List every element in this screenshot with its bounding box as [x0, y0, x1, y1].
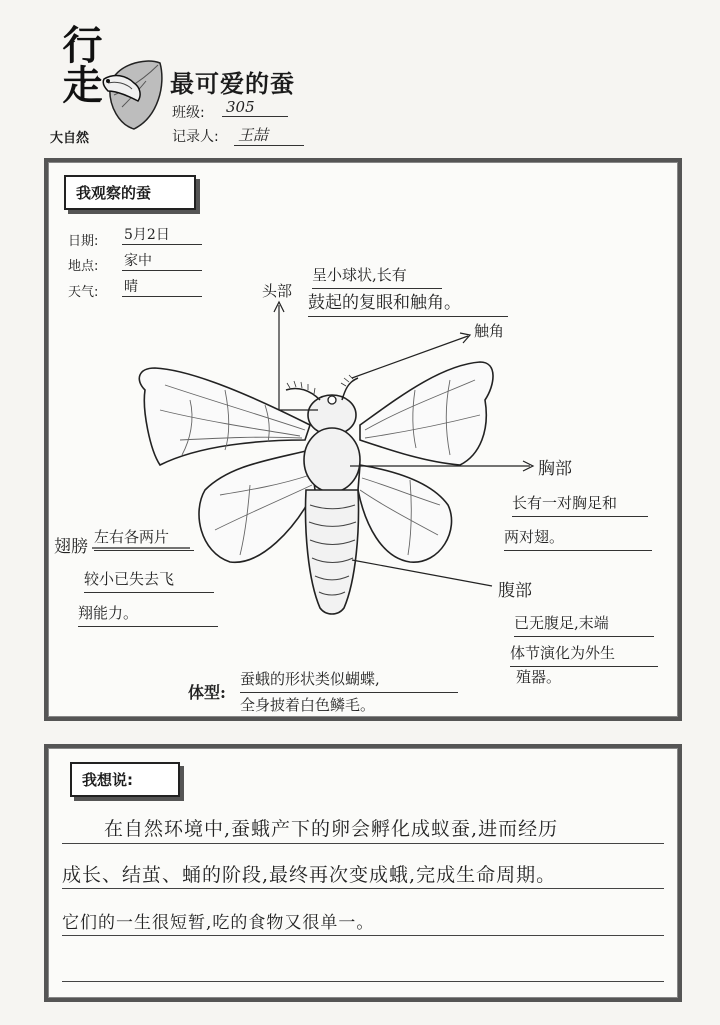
antenna-title: 触角 [474, 322, 505, 340]
thoughts-tag: 我想说: [70, 762, 180, 797]
place-value: 家中 [122, 250, 202, 271]
place-label: 地点: [68, 259, 99, 274]
essay-rule [62, 888, 664, 889]
thorax-desc-1: 长有一对胸足和 [512, 490, 648, 517]
head-desc-2: 鼓起的复眼和触角。 [308, 290, 508, 317]
head-title: 头部 [262, 282, 293, 300]
essay-rule [62, 843, 664, 844]
head-desc-1: 呈小球状,长有 [312, 262, 442, 289]
essay-line-2: 成长、结茧、蛹的阶段,最终再次变成蛾,完成生命周期。 [62, 864, 557, 886]
thorax-title: 胸部 [538, 459, 572, 479]
brand-logo-text: 行走 [56, 24, 102, 104]
observation-tag: 我观察的蚕 [64, 175, 196, 210]
wing-desc-1: 左右各两片 [94, 524, 194, 551]
thorax-desc-2: 两对翅。 [504, 524, 652, 551]
weather-label: 天气: [68, 285, 99, 300]
class-label: 班级: [172, 105, 205, 121]
essay-line-3: 它们的一生很短暂,吃的食物又很单一。 [62, 913, 375, 933]
brand-subtitle: 大自然 [50, 131, 90, 146]
wing-desc-2: 较小已失去飞 [84, 566, 214, 593]
abdomen-desc-3: 殖器。 [516, 668, 562, 686]
recorder-value: 王喆 [234, 124, 304, 146]
wing-desc-3: 翔能力。 [78, 600, 218, 627]
essay-line-1: 在自然环境中,蚕蛾产下的卵会孵化成蚁蚕,进而经历 [104, 818, 559, 840]
weather-value: 晴 [122, 276, 202, 297]
essay-rule [62, 935, 664, 936]
page-title: 最可爱的蚕 [170, 70, 295, 98]
body-desc-1: 蚕蛾的形状类似蝴蝶, [240, 666, 458, 693]
body-label: 体型: [188, 683, 226, 702]
abdomen-desc-2: 体节演化为外生 [510, 640, 658, 667]
abdomen-title: 腹部 [498, 581, 532, 601]
recorder-label: 记录人: [172, 129, 219, 145]
body-desc-2: 全身披着白色鳞毛。 [240, 696, 376, 714]
essay-rule [62, 981, 664, 982]
abdomen-desc-1: 已无腹足,末端 [514, 610, 654, 637]
date-label: 日期: [68, 234, 99, 249]
date-value: 5月2日 [122, 224, 202, 245]
class-value: 305 [222, 98, 288, 117]
wing-title: 翅膀 [54, 537, 88, 557]
